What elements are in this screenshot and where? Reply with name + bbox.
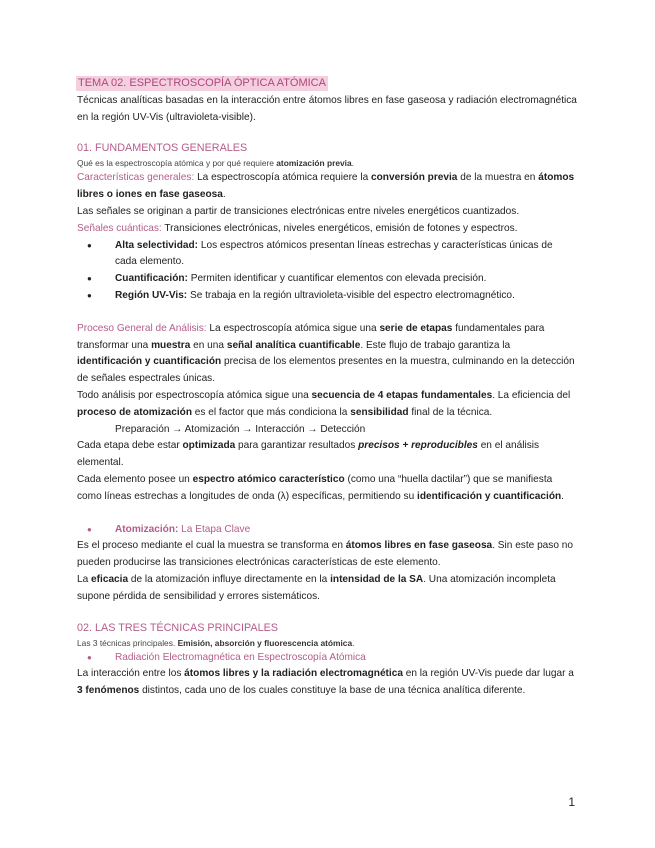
- bold-italic-text: precisos + reproducibles: [358, 440, 478, 452]
- text: Es el proceso mediante el cual la muestra se transforma en: [77, 540, 346, 552]
- bold-text: átomos libres y la radiación electromagnética: [184, 668, 403, 680]
- page-content: [77, 76, 577, 700]
- list-item: [77, 522, 577, 539]
- text: La: [77, 573, 92, 585]
- senales-cuanticas-paragraph: [77, 221, 577, 238]
- todo-analisis-paragraph: [77, 388, 577, 422]
- cada-etapa-paragraph: [77, 438, 577, 472]
- bold-text: proceso de atomización: [77, 406, 192, 418]
- text: final de la técnica.: [408, 406, 493, 418]
- signals-paragraph: Las señales se originan a partir de transiciones electrónicas entre niveles energéticos cuantizados.: [77, 205, 520, 217]
- section-subtitle: [77, 636, 577, 650]
- text: distintos, cada uno de los cuales constituye la base de una técnica analítica diferente.: [139, 685, 526, 697]
- page-title: [77, 76, 577, 93]
- eficacia-paragraph: [77, 572, 577, 606]
- bold-text: sensibilidad: [350, 406, 409, 418]
- text: La Etapa Clave: [178, 523, 251, 535]
- text: Cada etapa debe estar: [77, 440, 183, 452]
- es-el-proceso-paragraph: [77, 538, 577, 572]
- text: precisa de los elementos presentes en la muestra, culminando en la detección de señales espectrales únicas.: [77, 356, 575, 385]
- bold-text: Emisión, absorción y fluorescencia atómica: [177, 637, 353, 648]
- text: Se trabaja en la región ultravioleta-visible del espectro electromagnético.: [187, 289, 515, 301]
- bold-text: Región UV-Vis:: [115, 289, 188, 301]
- list-item: [77, 271, 577, 288]
- text: .: [222, 189, 226, 201]
- text: . Una atomización incompleta supone pérdida de sensibilidad y errores sistemáticos.: [77, 573, 556, 602]
- bold-text: eficacia: [91, 573, 129, 585]
- text: . La eficiencia del: [492, 389, 571, 401]
- page-number: 1: [568, 795, 575, 809]
- stage-sequence: Preparación → Atomización → Interacción → Detección: [115, 423, 366, 435]
- spacer: [77, 305, 577, 321]
- text: Las 3 técnicas principales.: [77, 637, 178, 648]
- bold-text: identificación y cuantificación: [417, 490, 562, 502]
- title-highlight: TEMA 02. ESPECTROSCOPÍA ÓPTICA ATÓMICA: [78, 77, 326, 89]
- list-item: [77, 288, 577, 305]
- text: . Sin este paso no pueden producirse las transiciones electrónicas características de este elemento.: [77, 540, 573, 569]
- text: en el análisis elemental.: [77, 440, 540, 469]
- caracteristicas-paragraph: [77, 170, 577, 204]
- radiacion-list: [77, 650, 577, 667]
- bold-text: optimizada: [182, 440, 236, 452]
- text: es el factor que más condiciona la: [191, 406, 351, 418]
- bold-text: 3 fenómenos: [77, 685, 140, 697]
- bold-text: secuencia de 4 etapas fundamentales: [311, 389, 493, 401]
- cada-elemento-paragraph: [77, 472, 577, 506]
- text: .: [352, 637, 355, 648]
- section-heading-fundamentos: 01. FUNDAMENTOS GENERALES: [77, 142, 248, 155]
- list-item: [77, 238, 577, 272]
- text: Qué es la espectroscopía atómica y por qué requiere: [77, 158, 277, 169]
- text: de la atomización influye directamente en la: [128, 573, 331, 585]
- pink-label: Señales cuánticas:: [77, 222, 162, 234]
- bold-text: muestra: [151, 339, 191, 351]
- atomizacion-list: [77, 522, 577, 539]
- text: en una: [190, 339, 227, 351]
- interaccion-paragraph: [77, 666, 577, 700]
- section-heading-tecnicas: 02. LAS TRES TÉCNICAS PRINCIPALES: [77, 621, 279, 634]
- text: Todo análisis por espectroscopía atómica sigue una: [77, 389, 312, 401]
- text: Los espectros atómicos presentan líneas estrechas y características únicas de cada elemento.: [115, 239, 553, 268]
- text: Cada elemento posee un: [77, 473, 193, 485]
- bold-text: identificación y cuantificación: [77, 356, 222, 368]
- text: (como una “huella dactilar”) que se manifiesta como líneas estrechas a longitudes de onda (λ) específicas, permitiendo su: [77, 473, 553, 502]
- text: fundamentales para transformar una: [77, 322, 545, 351]
- bold-text: Cuantificación:: [115, 273, 188, 285]
- text: . Este flujo de trabajo garantiza la: [360, 339, 511, 351]
- text: Transiciones electrónicas, niveles energéticos, emisión de fotones y espectros.: [161, 222, 518, 234]
- bold-text: Atomización:: [115, 523, 179, 535]
- spacer: [77, 506, 577, 522]
- pink-label: Proceso General de Análisis:: [77, 322, 207, 334]
- proceso-general-paragraph: [77, 321, 577, 388]
- bold-text: átomos libres en fase gaseosa: [345, 540, 493, 552]
- bold-text: conversión previa: [371, 172, 458, 184]
- text: La espectroscopía atómica requiere la: [194, 172, 372, 184]
- text: de la muestra en: [457, 172, 539, 184]
- text: La interacción entre los: [77, 668, 185, 680]
- bold-text: señal analítica cuantificable: [226, 339, 361, 351]
- bold-text: atomización previa: [276, 158, 352, 169]
- text: .: [561, 490, 564, 502]
- bold-text: espectro atómico característico: [192, 473, 345, 485]
- text: .: [351, 158, 354, 169]
- text: La espectroscopía atómica sigue una: [206, 322, 380, 334]
- features-list: [77, 238, 577, 305]
- list-item: ● Radiación Electromagnética en Espectroscopía Atómica: [77, 650, 577, 667]
- bold-text: serie de etapas: [379, 322, 453, 334]
- bold-text: átomos libres o iones en fase gaseosa: [77, 172, 575, 201]
- pink-label: Características generales:: [77, 172, 195, 184]
- bold-text: intensidad de la SA: [330, 573, 424, 585]
- intro-paragraph: Técnicas analíticas basadas en la interacción entre átomos libres en fase gaseosa y radiación electromagnética en la región UV-Vis (ultravioleta-visible).: [77, 94, 577, 123]
- bold-text: Alta selectividad:: [115, 239, 199, 251]
- text: para garantizar resultados: [235, 440, 359, 452]
- text: Permiten identificar y cuantificar elementos con elevada precisión.: [187, 273, 487, 285]
- text: en la región UV-Vis puede dar lugar a: [402, 668, 574, 680]
- section-subtitle: [77, 156, 577, 170]
